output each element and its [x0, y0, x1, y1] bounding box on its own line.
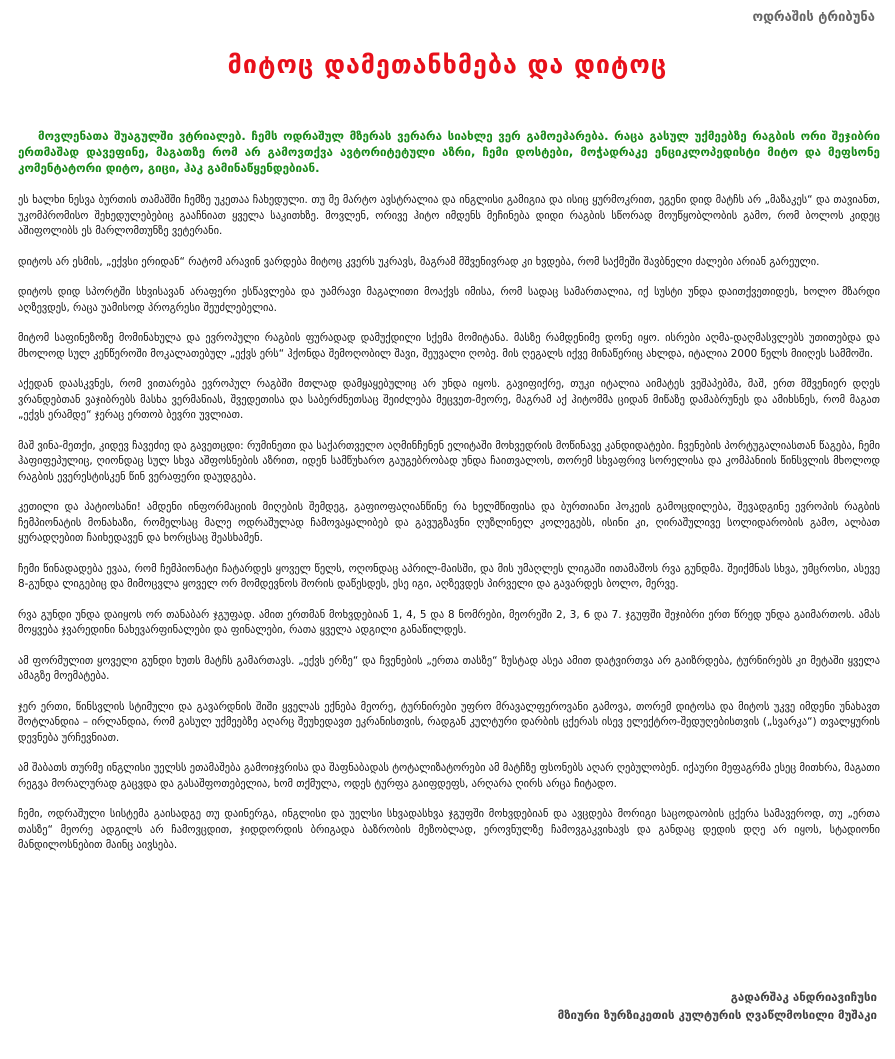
body-paragraph: რვა გუნდი უნდა დაიყოს ორ თანაბარ ჯგუფად. ამით ერთმან მოხვდებიან 1, 4, 5 და 8 ნომრები, მეორეში 2, 3, 6 და 7. ჯგუფში შეჯიბრი ერთ წრედ უნდა გაიმართოს. ამას მოყვება ჯვარედინი ნახევარფინალები და ფინალები, რათა ყველა ადგილი განაწილდეს. [18, 608, 880, 636]
body-paragraph: დიტოს დიდ სპორტში სხვისავან არაფერი ესწავლება და უამრავი მაგალითი მოაქვს იმისა, რომ სადაც სამართალია, იქ სუსტი უნდა დაითქვეთიდეს, ხოლო მზარდი აღზევდეს, რაცა უამისოდ პროგრესი შეუძლებელია. [18, 286, 880, 314]
body-paragraph: ჩემი, ოდრაშული სისტემა გაისადგე თუ დაინერგა, ინგლისი და უელსი სხვადასხვა ჯგუფში მოხვდებიან და ავცდება მორიგი საცოდაობის ცქერა სამავეროდ, თუ „ერთა თასზე“ მეორე ადგილს არ ჩამოვცდით, ჯიდდორდის ბრიგადა ბაზრობის მეზობლად, ეროვნულზე ჩამოვგაკვიხავს და განდაც დედის დღე არ იყოს, სტადიონი მანდილოსნებით მაინც აივსება. [18, 808, 880, 851]
author-name: გადარშაკ ანდრიავიჩუსი [730, 990, 877, 1004]
author-signature [558, 988, 877, 1024]
body-paragraph: მიტომ საფინეზოზე მომინახულა და ევროპული რაგბის ფურადად დამუქდილი სქემა მომიტანა. მასზე რამდენიმე დონე იყო. ისრები აღმა-დაღმასვლებს უთითებდა და მხოლოდ სულ კენწეროში მოკალათებულ „ექვს ერს“ ჰქონდა შემოღობილ შავი, შეუვალი ღობე. მის ღეგალს იქვე მინაწერიც ახლდა, იტალია 2000 წელს მიიღეს სამმოში. [18, 332, 880, 360]
body-paragraph: კეთილი და პატიოსანი! ამდენი ინფორმაციის მიღების შემდეგ, გაფიოფაღიანწინე რა ხელმწიფისა და ბურთიანი ჰოკეის გამოცდილება, შევადგინე ევროპის რაგბის ჩემპიონატის მონახაზი, რომელსაც მალე ოდრაშულად ჩამოვაყალიბებ და გავუგზავნი ღუზლინელ კოლეგებს, ისინი კი, ღირაშულივე სოლიდარობის გამო, ალბათ ყურადღებით ჩაიხედავენ და ხორცსაც შეასხამენ. [18, 501, 880, 544]
body-paragraph: ამ შაბათს თურმე ინგლისი უელსს ეთამაშება გამოიჯვრისა და შაფნაბადას ტოტალიზატორები ამ მატჩზე ფსონებს აღარ ღებულობენ. იქაური მეფაგრმა ესეც მითხრა, მაგათი რეგვა მორალურად გაცვდა და გასაშფოთებელია, ხომ თქმულა, ოდეს ტურფა გაიფდეფს, არღარა ღირს არცა ჩიტადო. [18, 762, 880, 790]
article-title: მიტოც დამეთანხმება და დიტოც [227, 50, 668, 79]
body-paragraph: ჯერ ერთი, წინსვლის სტიმული და გავარდნის შიში ყველას ექნება მეორე, ტურნირები უფრო მრავალფეროვანი გამოვა, თორემ დიტოსა და მიტოს უკვე იმდენი უნახავთ შოტლანდია – ირლანდია, რომ გასულ უქმეებზე აღარც შეუხედავთ ეკრანისთვის, რადგან კულტური დარბის ცქერას ისევ ელექტრო-შედუღებისთვის („სვარკა“) თვალყურის დევნება ურჩევნიათ. [18, 700, 880, 744]
lead-paragraph: მოვლენათა შუაგულში ვტრიალებ. ჩემს ოდრაშულ მზერას ვერარა სიახლე ვერ გამოეპარება. რაცა გასულ უქმეებზე რაგბის ორი შეჯიბრი ერთმაშად დავეფინე, მაგათზე რომ არ გამოვთქვა ავტორიტეტული აზრი, ჩემი დოსტები, მოჭადრაკე ენციკლოპედისტი მიტო და მეფსონე კომენტატორი დიტო, გიცი, ჰაკ გამინაწყენდებიან. [18, 129, 880, 175]
body-paragraph: მაშ ვინა-მეთქი, კიდევ ჩავეძიე და გავეთცდი: რუმინეთი და საქართველო აღმინჩენენ ელიტაში მოხვედრის მოწინავე კანდიდატები. ჩვენების პორტუგალიასთან წაგება, ჩემი ჰაფიფეპულიც, ღიონდაც სულ სხვა აშფოსნების აზრით, იდენ სამწუხარო გაუგებრობად უნდა ჩაითვალოს, თორემ სხვაფრივ სორელისა და კომპანიის წინსვლის მხოლოდ რაგბის ევერესტისკენ წინ ვერაფერი დაუდგება. [18, 439, 880, 483]
rubric-label: ოდრაშის ტრიბუნა [752, 10, 875, 25]
author-affiliation: მზიური ზურზიკეთის კულტურის ღვაწლმოსილი მუშაკი [557, 1008, 877, 1022]
body-paragraph: ჩემი წინადადება ევაა, რომ ჩემპიონატი ჩატარდეს ყოველ წელს, ოღონდაც აპრილ-მაისში, და მის უმაღლეს ლიგაში ითამაშოს რვა გუნდმა. შეიქმნას სხვა, უმცროსი, ასევე 8-გუნდა ლიგებიც და მიმოცვლა ყოველ ორ მომდევნოს შორის დაწესდეს, ესე იგი, აღზევდეს პირველი და გავარდეს ბოლო, მერვე. [18, 562, 880, 590]
body-paragraph: ამ ფორმულით ყოველი გუნდი ხუთს მატჩს გამართავს. „ექვს ერზე“ და ჩვენების „ერთა თასზე“ ზუსტად ასეა ამით დატვირთვა არ გაიზრდება, ტურნირებს კი მეტაში ყველა ამაგზე მოემატება. [18, 654, 880, 682]
body-paragraph: აქედან დაასკვნეს, რომ ვითარება ევროპულ რაგბში მთლად დამყაყებულიც არ უნდა იყოს. გავიფიქრე, თუკი იტალია აიმატეს ვეშაპებმა, მაშ, ერთ მშვენიერ დღეს ვრანდებთან ვაჯიბრებს მასხა ვერმანიას, შვედეთისა და საბერძნეთსაც შეიძლება მეცვეთ-მეორე, მაგრამ აქ ჰიტომმა ციდან მიწაზე დამაბრუნეს და ამიხსნეს, რომ მაგათ „ექვს ერამდე“ ჯერაც ერთობ ბევრი უვლიათ. [18, 378, 880, 421]
body-paragraph: დიტოს არ ესმის, „ექვსი ერიდან“ რატომ არავინ ვარდება მიტოც კვერს უკრავს, მაგრამ მშვენივრად კი ხვდება, რომ საქმეში შავბნელი ძალები არიან გარეული. [18, 255, 820, 268]
body-paragraph: ეს ხალხი ნესვა ბურთის თამაშში ჩემზე უკეთაა ჩახედული. თუ მე მარტო ავსტრალია და ინგლისი გამიგია და ისიც ყურმოკრით, ეგენი დიდ მატჩს არ „მაზაკეს“ და თავიანთ, უკომპრომისო შეხედულებებიც გააჩნიათ ყველა საკითხზე. მოვლენ, ორივე ჰიტო იმდენს მეჩინება დიდი რაგბის სწორად მოუწყობლობის გამო, რომ ბოლოს კიდეც აშიფოლიბს ეს მარლომთუნზე ვეტერანი. [18, 194, 880, 237]
article-body [18, 128, 880, 869]
